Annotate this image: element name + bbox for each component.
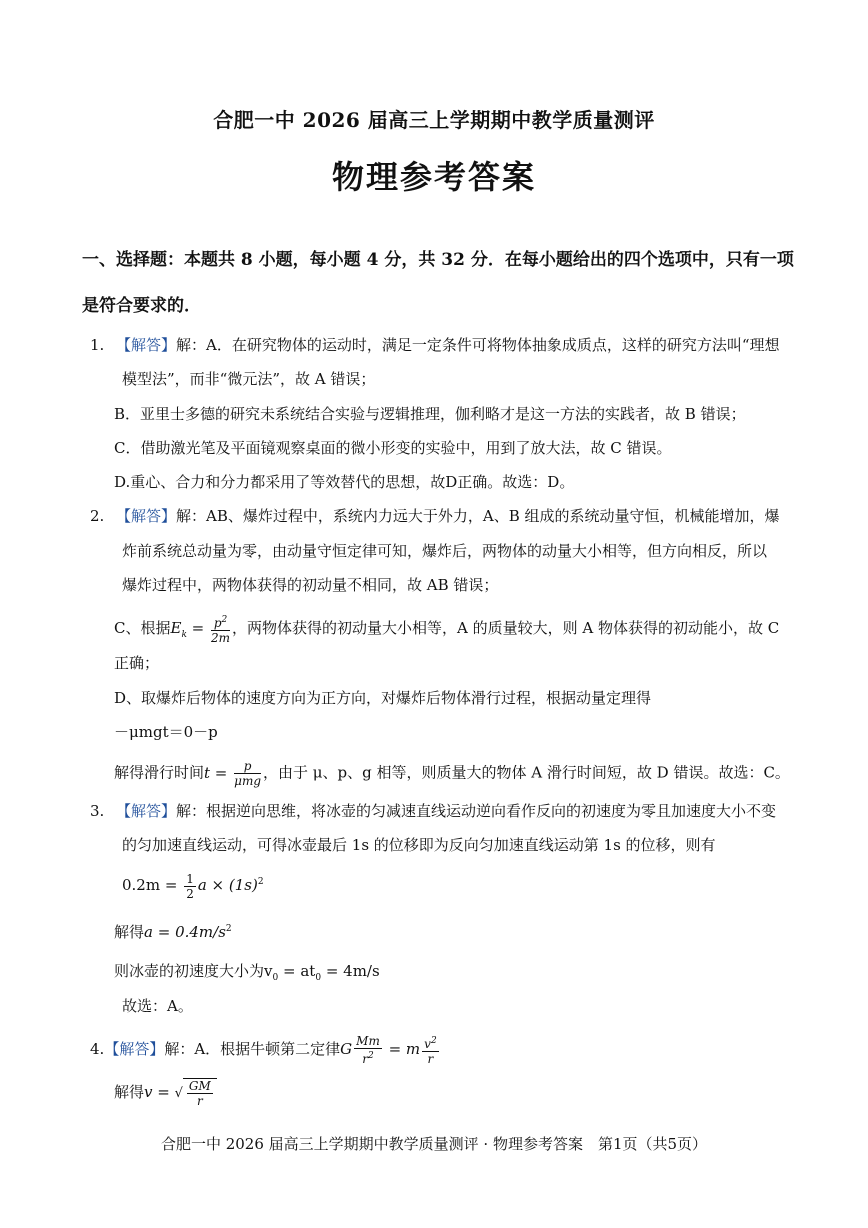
q2-line8-suffix: ，由于 μ、p、g 相等，则质量大的物体 A 滑行时间短，故 D 错误。故选：C。 <box>263 763 790 782</box>
acceleration-value: a = 0.4m/s <box>144 923 226 941</box>
q3-eq-left: 0.2m = <box>122 876 178 894</box>
q1-line1 <box>90 334 780 356</box>
q4-line1 <box>90 1034 441 1066</box>
time-formula: t = $\frac{p}{\text{μmg}}$ <box>204 759 262 788</box>
q1-tag: 【解答】 <box>116 336 177 354</box>
q4-tag: 【解答】 <box>104 1040 165 1058</box>
q3-eq-right: a × (1s) <box>197 876 258 894</box>
q3-line5-prefix: 则冰壶的初速度大小为 <box>114 962 265 980</box>
q4-line2 <box>114 1078 217 1108</box>
q2-line3: 爆炸过程中，两物体获得的初动量不相同，故 AB 错误； <box>122 576 499 594</box>
velocity-formula: v = √ $\frac{GM}{r}$ <box>144 1083 217 1101</box>
q2-line6: D、取爆炸后物体的速度方向为正方向，对爆炸后物体滑行过程，根据动量定理得 <box>114 689 652 707</box>
q3-line1 <box>90 800 776 822</box>
q3-line4: 解得$a = 0.4m/s^2$ <box>114 923 232 941</box>
q2-line2: 炸前系统总动量为零，由动量守恒定律可知，爆炸后，两物体的动量大小相等，但方向相反，所以 <box>122 542 768 560</box>
q3-line2: 的匀加速直线运动，可得冰壶最后 1s 的位移即为反向匀加速直线运动第 1s 的位移，则有 <box>122 836 716 854</box>
q1-line4: C．借助激光笔及平面镜观察桌面的微小形变的实验中，用到了放大法，故 C 错误。 <box>114 439 672 457</box>
q2-line1 <box>90 505 780 527</box>
q2-line5: 正确； <box>114 654 160 672</box>
page-footer: 合肥一中 2026 届高三上学期期中教学质量测评 · 物理参考答案 第1页（共5页） <box>160 1135 708 1153</box>
q2-line4-prefix: C、根据 <box>114 619 171 637</box>
q2-text1: 解：AB、爆炸过程中，系统内力远大于外力，A、B 组成的系统动量守恒，机械能增加，爆 <box>176 507 780 525</box>
q4-line2-prefix: 解得 <box>114 1083 145 1101</box>
q3-number: 3. <box>90 802 105 820</box>
q4-number: 4. <box>90 1040 105 1058</box>
q2-line7: －μmgt＝0－p <box>114 723 218 741</box>
q1-number: 1. <box>90 336 105 354</box>
q2-line8-prefix: 解得滑行时间 <box>114 763 205 782</box>
q3-line6: 故选：A。 <box>122 997 193 1015</box>
q2-tag: 【解答】 <box>116 507 177 525</box>
q3-line3: 0.2m = $\frac{1}{2}$ $a \times (1s)^2$ <box>122 871 264 901</box>
q3-text1: 解：根据逆向思维，将冰壶的匀减速直线运动逆向看作反向的初速度为零且加速度大小不变 <box>176 802 777 820</box>
q3-line4-prefix: 解得 <box>114 923 145 941</box>
q1-line3: B．亚里士多德的研究未系统结合实验与逻辑推理，伽利略才是这一方法的实践者，故 B 错误； <box>114 405 746 423</box>
q4-text1: 解：A．根据牛顿第二定律 <box>164 1040 341 1058</box>
q2-number: 2. <box>90 507 105 525</box>
q2-line4-suffix: ，两物体获得的初动量大小相等，A 的质量较大，则 A 物体获得的初动能小，故 C <box>232 619 780 637</box>
document-title: 合肥一中 2026 届高三上学期期中教学质量测评 <box>213 108 655 132</box>
q3-line5: 则冰壶的初速度大小为$v_0 = at_0 = 4m/s$ <box>114 962 380 983</box>
section-heading-line2: 是符合要求的． <box>82 296 201 316</box>
document-subtitle: 物理参考答案 <box>331 158 536 196</box>
q1-text1: 解：A．在研究物体的运动时，满足一定条件可将物体抽象成质点，这样的研究方法叫“理想 <box>176 336 780 354</box>
kinetic-energy-formula: $E_k$ = $\frac{p^2}{2m}$ <box>170 615 231 645</box>
q3-tag: 【解答】 <box>116 802 177 820</box>
q1-line5: D.重心、合力和分力都采用了等效替代的思想，故D正确。故选：D。 <box>114 473 575 491</box>
gravitation-equation: G $\frac{Mm}{r^2}$ = m $\frac{v^2}{r}$ <box>340 1034 437 1066</box>
one-half-fraction: $\frac{1}{2}$ <box>186 871 194 901</box>
q1-line2: 模型法”，而非“微元法”，故 A 错误； <box>122 370 376 388</box>
section-heading-line1: 一、选择题：本题共 8 小题，每小题 4 分，共 32 分．在每小题给出的四个选项中，只有一项 <box>82 250 794 270</box>
q2-line8 <box>114 759 790 788</box>
q2-line4 <box>114 613 779 646</box>
